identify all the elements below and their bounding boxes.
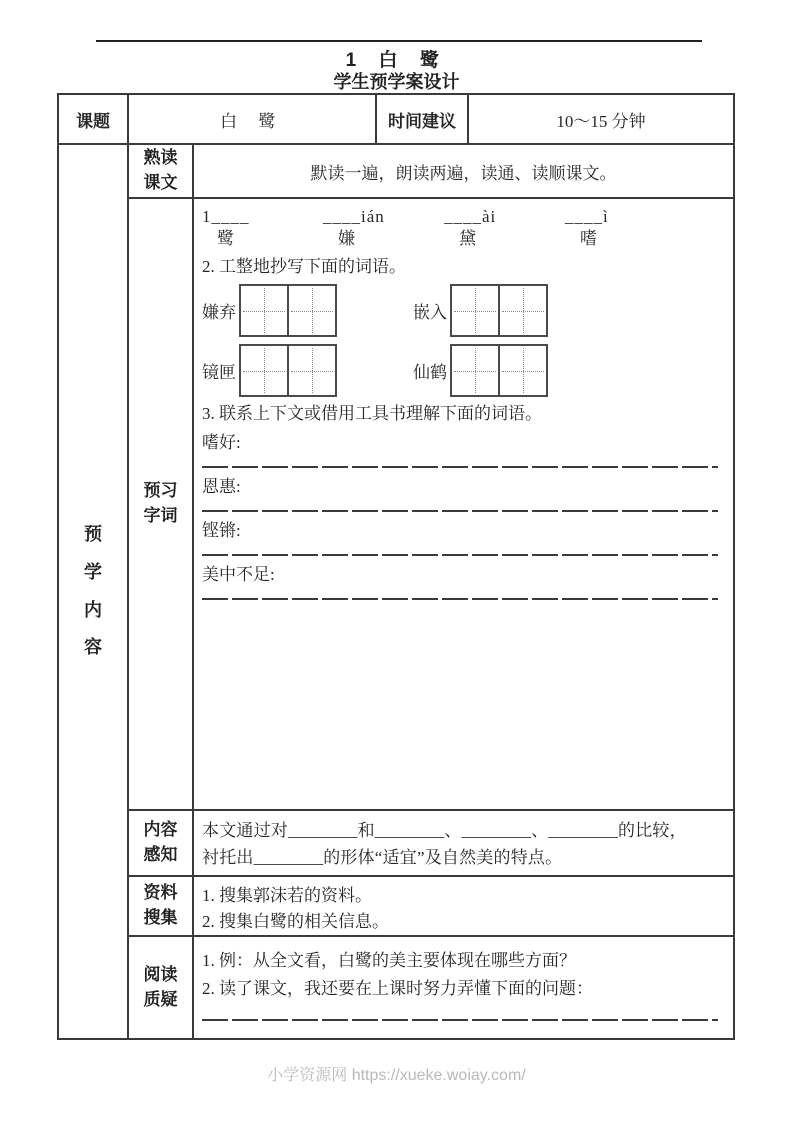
copy-word: 仙鹤 (413, 363, 447, 382)
understand-word: 恩惠: (202, 477, 241, 496)
prestudy-content-column (59, 145, 129, 1038)
pinyin-blank: ____ì (565, 207, 609, 226)
pinyin-blank: ____ián (323, 207, 385, 226)
content-sense-line: 本文通过对________和________、________、________的比较， (202, 821, 687, 840)
section-rows (129, 145, 733, 1038)
understand-word-item (202, 477, 723, 512)
copy-grid-row (202, 284, 723, 337)
understand-word: 美中不足: (202, 565, 275, 584)
copy-word-group (413, 344, 548, 397)
writing-grid-cell (498, 344, 548, 397)
writing-grid (450, 344, 548, 397)
time-suggestion-label: 时间建议 (377, 95, 469, 143)
read-text-label: 熟读课文 (143, 148, 178, 192)
understand-word: 铿锵: (202, 521, 241, 540)
copy-grid-row (202, 344, 723, 397)
pinyin-character: 鹭 (217, 229, 234, 248)
content-sense-label: 内容感知 (143, 820, 178, 864)
understand-word-item (202, 433, 723, 468)
read-text-label-cell (129, 145, 194, 197)
questions-label-cell (129, 937, 194, 1038)
page-subtitle: 学生预学案设计 (333, 72, 460, 92)
prestudy-content-label: 预学内容 (84, 523, 102, 658)
row-content-sense (129, 811, 733, 877)
copy-word-group (202, 344, 337, 397)
content-sense-line: 衬托出________的形体“适宜”及自然美的特点。 (202, 848, 563, 867)
pinyin-blank: ____ài (444, 207, 497, 226)
material-content (194, 877, 733, 935)
row-reading-questions (129, 937, 733, 1038)
questions-content (194, 937, 733, 1038)
answer-line (202, 554, 718, 556)
header-row (59, 95, 733, 145)
material-label: 资料搜集 (143, 883, 178, 927)
writing-grid (450, 284, 548, 337)
content-sense-label-cell (129, 811, 194, 875)
pinyin-item (444, 207, 556, 250)
copy-word-group (413, 284, 548, 337)
understand-word: 嗜好: (202, 433, 241, 452)
copy-word: 镜匣 (202, 363, 236, 382)
material-label-cell (129, 877, 194, 935)
row-preview-words (129, 199, 733, 811)
writing-grid-cell (239, 284, 289, 337)
read-text-content: 默读一遍，朗读两遍，读通、读顺课文。 (310, 163, 617, 183)
worksheet-table (57, 93, 735, 1040)
writing-grid (239, 284, 337, 337)
understand-word-item (202, 565, 723, 600)
understand-task-heading: 3. 联系上下文或借用工具书理解下面的词语。 (202, 404, 542, 423)
topic-label: 课题 (59, 95, 129, 143)
pinyin-character: 黛 (459, 229, 476, 248)
time-suggestion-value: 10～15 分钟 (556, 111, 646, 131)
pinyin-item (565, 207, 677, 250)
pinyin-character: 嗜 (580, 229, 597, 248)
copy-word: 嵌入 (413, 303, 447, 322)
answer-line (202, 466, 718, 468)
writing-grid-cell (450, 284, 500, 337)
table-body (59, 145, 733, 1038)
writing-grid-cell (239, 344, 289, 397)
material-item: 1. 搜集郭沫若的资料。 (202, 886, 372, 905)
writing-grid-cell (287, 284, 337, 337)
writing-grid-cell (450, 344, 500, 397)
writing-grid-cell (498, 284, 548, 337)
copy-word-group (202, 284, 337, 337)
content-sense-content (194, 811, 733, 875)
copy-task-heading: 2. 工整地抄写下面的词语。 (202, 257, 406, 276)
answer-line (202, 1019, 718, 1021)
preview-words-label-cell (129, 199, 194, 809)
answer-line (202, 598, 718, 600)
writing-grid (239, 344, 337, 397)
row-material-collection (129, 877, 733, 937)
question-item: 1. 例：从全文看，白鹭的美主要体现在哪些方面？ (202, 951, 576, 970)
preview-words-content (194, 199, 733, 809)
material-item: 2. 搜集白鹭的相关信息。 (202, 912, 389, 931)
understand-word-item (202, 521, 723, 556)
pinyin-blank: 1____ (202, 207, 250, 226)
pinyin-character: 嫌 (338, 229, 355, 248)
copy-word: 嫌弃 (202, 303, 236, 322)
topic-value: 白 鹭 (129, 95, 377, 143)
preview-words-label: 预习字词 (143, 481, 178, 525)
page-top-rule (96, 40, 702, 42)
answer-line (202, 510, 718, 512)
writing-grid-cell (287, 344, 337, 397)
question-item: 2. 读了课文，我还要在上课时努力弄懂下面的问题： (202, 979, 593, 998)
questions-label: 阅读质疑 (143, 964, 178, 1009)
pinyin-blanks-row (202, 207, 723, 250)
row-read-text (129, 145, 733, 199)
pinyin-item (323, 207, 435, 250)
pinyin-item (202, 207, 314, 250)
site-footer-link[interactable]: 小学资源网 https://xueke.woiay.com/ (267, 1067, 526, 1084)
page-title: 1 白 鹭 (345, 50, 448, 71)
